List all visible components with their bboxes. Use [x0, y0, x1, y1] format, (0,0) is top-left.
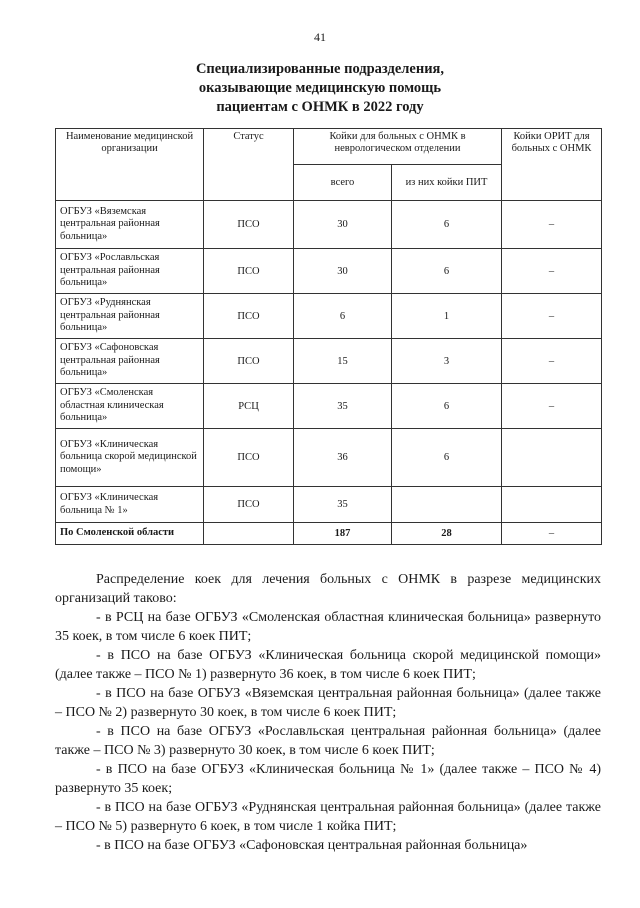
cell-org: ОГБУЗ «Смоленская областная клиническая больница» [56, 384, 204, 429]
document-title [0, 60, 640, 117]
total-cell-orit-beds: – [502, 523, 602, 545]
list-paragraph: - в ПСО на базе ОГБУЗ «Руднянская центральная районная больница» (далее также – ПСО № 5) развернуто 6 коек, в том числе 1 койка ПИТ; [55, 800, 601, 834]
cell-pit-beds: 6 [392, 201, 502, 249]
table-body [56, 201, 602, 545]
cell-total-beds: 6 [294, 294, 392, 339]
intro-paragraph: Распределение коек для лечения больных с ОНМК в разрезе медицинских организаций таково: [55, 572, 601, 606]
cell-pit-beds: 6 [392, 429, 502, 487]
cell-status: ПСО [204, 249, 294, 294]
cell-org: ОГБУЗ «Руднянская центральная районная больница» [56, 294, 204, 339]
header-beds-total: всего [294, 165, 392, 201]
table-row [56, 201, 602, 249]
cell-total-beds: 36 [294, 429, 392, 487]
cell-status: ПСО [204, 294, 294, 339]
header-beds-group: Койки для больных с ОНМК в неврологическом отделении [294, 129, 502, 165]
cell-orit-beds: – [502, 201, 602, 249]
cell-total-beds: 30 [294, 249, 392, 294]
cell-orit-beds: – [502, 384, 602, 429]
cell-org: ОГБУЗ «Клиническая больница скорой медицинской помощи» [56, 429, 204, 487]
table-row [56, 429, 602, 487]
cell-pit-beds: 3 [392, 339, 502, 384]
table-row [56, 249, 602, 294]
cell-orit-beds: – [502, 294, 602, 339]
total-cell-org: По Смоленской области [56, 523, 204, 545]
cell-orit-beds [502, 429, 602, 487]
header-beds-pit: из них койки ПИТ [392, 165, 502, 201]
cell-orit-beds [502, 487, 602, 523]
body-text [55, 570, 601, 855]
cell-status: ПСО [204, 429, 294, 487]
cell-pit-beds: 6 [392, 249, 502, 294]
list-paragraph: - в ПСО на базе ОГБУЗ «Вяземская центральная районная больница» (далее также – ПСО № 2) развернуто 30 коек, в том числе 6 коек ПИТ; [55, 686, 601, 720]
cell-org: ОГБУЗ «Рославльская центральная районная больница» [56, 249, 204, 294]
total-cell-total-beds: 187 [294, 523, 392, 545]
cell-status: ПСО [204, 201, 294, 249]
list-paragraph: - в ПСО на базе ОГБУЗ «Клиническая больница скорой медицинской помощи» (далее также – ПСО № 1) развернуто 36 коек, в том числе 6 коек ПИТ; [55, 648, 601, 682]
cell-pit-beds [392, 487, 502, 523]
table-row [56, 487, 602, 523]
cell-pit-beds: 6 [392, 384, 502, 429]
cell-status: ПСО [204, 487, 294, 523]
table-row [56, 339, 602, 384]
cell-total-beds: 35 [294, 384, 392, 429]
cell-total-beds: 15 [294, 339, 392, 384]
table-total-row [56, 523, 602, 545]
header-orit: Койки ОРИТ для больных с ОНМК [502, 129, 602, 201]
list-paragraph: - в ПСО на базе ОГБУЗ «Рославльская центральная районная больница» (далее также – ПСО № 3) развернуто 30 коек, в том числе 6 коек ПИТ; [55, 724, 601, 758]
beds-table [55, 128, 602, 545]
cell-total-beds: 35 [294, 487, 392, 523]
cell-status: РСЦ [204, 384, 294, 429]
header-status: Статус [204, 129, 294, 201]
title-line: пациентам с ОНМК в 2022 году [216, 99, 424, 115]
table-row [56, 384, 602, 429]
page-number: 41 [314, 30, 326, 44]
cell-pit-beds: 1 [392, 294, 502, 339]
cell-org: ОГБУЗ «Сафоновская центральная районная больница» [56, 339, 204, 384]
total-cell-status [204, 523, 294, 545]
list-paragraph: - в ПСО на базе ОГБУЗ «Клиническая больница № 1» (далее также – ПСО № 4) развернуто 35 коек; [55, 762, 601, 796]
total-cell-pit-beds: 28 [392, 523, 502, 545]
cell-total-beds: 30 [294, 201, 392, 249]
header-org: Наименование медицинской организации [56, 129, 204, 201]
cell-org: ОГБУЗ «Клиническая больница № 1» [56, 487, 204, 523]
list-paragraph: - в РСЦ на базе ОГБУЗ «Смоленская областная клиническая больница» развернуто 35 коек, в том числе 6 коек ПИТ; [55, 610, 601, 644]
cell-status: ПСО [204, 339, 294, 384]
cell-orit-beds: – [502, 339, 602, 384]
cell-orit-beds: – [502, 249, 602, 294]
title-line: оказывающие медицинскую помощь [198, 80, 442, 96]
list-paragraph: - в ПСО на базе ОГБУЗ «Сафоновская центральная районная больница» [96, 838, 528, 853]
table-row [56, 294, 602, 339]
cell-org: ОГБУЗ «Вяземская центральная районная больница» [56, 201, 204, 249]
title-line: Специализированные подразделения, [195, 61, 445, 77]
